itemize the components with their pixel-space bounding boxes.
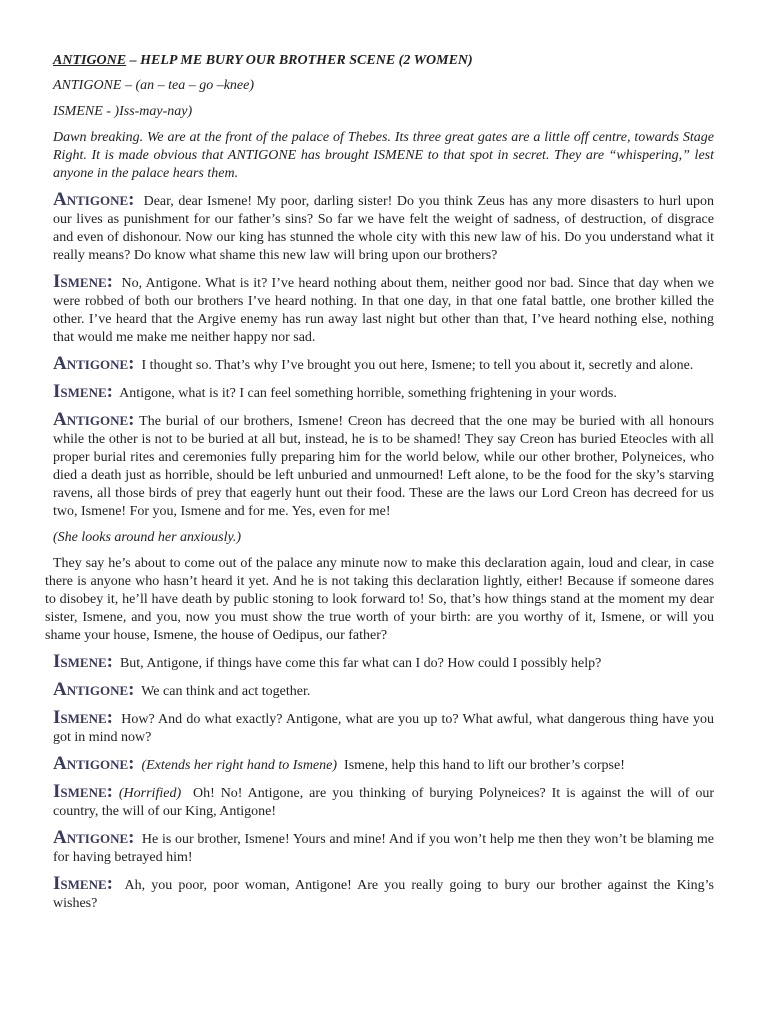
dialogue-line — [53, 355, 714, 375]
speaker-name: Antigone: — [53, 409, 135, 430]
continuation-speech: They say he’s about to come out of the palace any minute now to make this declaration again, loud and clear, in case there is anyone who hasn’t heard it yet. And he is not taking this declaration lightly, either! Because if someone dares to disobey it, he’ll have death by public stoning to look forward to! So, that’s how things stand at the moment my dear sister, Ismene, and you, now you must show the true worth of your birth: are you worthy of it, Ismene, or will you shame your house, Ismene, the house of Oedipus, our father? — [45, 556, 714, 643]
stage-direction: (Extends her right hand to Ismene) — [141, 758, 338, 773]
pronunciation-ismene: ISMENE - )Iss-may-nay) — [53, 104, 193, 119]
setting-direction: Dawn breaking. We are at the front of the palace of Thebes. Its three great gates are a little off centre, towards Stage Right. It is made obvious that ANTIGONE has brought ISMENE to that spot in secret. They are “whispering,” lest anyone in the palace hears them. — [53, 130, 714, 181]
speaker-name: Antigone: — [53, 827, 135, 848]
speaker-name: Ismene: — [53, 381, 113, 402]
line-text: How? And do what exactly? Antigone, what are you up to? What awful, what dangerous thing have you got in mind now? — [53, 712, 714, 745]
speaker-name: Ismene: — [53, 781, 113, 802]
dialogue-line — [53, 709, 714, 747]
line-text: Dear, dear Ismene! My poor, darling sister! Do you think Zeus has any more disasters to hurl upon our lives as punishment for our father’s sins? So far we have felt the weight of sadness, of destruction, of disgrace and even of dishonour. Now our king has stunned the whole city with this new law of his. Do you understand what it really means? Do know what shame this new law will bring upon our brothers? — [53, 194, 715, 263]
dialogue-line — [53, 273, 714, 347]
line-text: We can think and act together. — [141, 684, 311, 699]
speaker-name: Antigone: — [53, 353, 135, 374]
dialogue-line — [53, 411, 714, 521]
line-text: I thought so. That’s why I’ve brought you out here, Ismene; to tell you about it, secretly and alone. — [141, 358, 694, 373]
dialogue-line — [53, 875, 714, 913]
speaker-name: Antigone: — [53, 189, 135, 210]
dialogue-line — [53, 829, 714, 867]
stage-direction-anxious: (She looks around her anxiously.) — [53, 530, 242, 545]
scene-title-name: ANTIGONE — [53, 53, 127, 68]
speaker-name: Ismene: — [53, 707, 113, 728]
dialogue-line — [53, 383, 714, 403]
pronunciation-antigone: ANTIGONE – (an – tea – go –knee) — [53, 78, 255, 93]
line-text: Ismene, help this hand to lift our brother’s corpse! — [344, 758, 625, 773]
dialogue-line — [53, 681, 714, 701]
dialogue-line — [53, 755, 714, 775]
script-text — [45, 52, 715, 921]
speaker-name: Ismene: — [53, 271, 113, 292]
line-text: The burial of our brothers, Ismene! Creon has decreed that the one may be buried with all honours while the other is not to be buried at all but, instead, he is to be shamed! They say Creon has buried Eteocles with all proper burial rites and ceremonies fully preparing him for the world below, while our other brother, Polyneices, who died a death just as horrible, should be left unburied and unmourned! Left alone, to be the food for the sky’s starving ravens, all those birds of prey that eagerly hunt out their food. These are the laws our Lord Creon has decreed for us two, Ismene! For you, Ismene and for me. Yes, even for me! — [53, 414, 714, 519]
dialogue-line — [53, 653, 714, 673]
line-text: Antigone, what is it? I can feel something horrible, something frightening in your words. — [119, 386, 617, 401]
dialogue-line — [53, 191, 714, 265]
speaker-name: Antigone: — [53, 679, 135, 700]
line-text: Oh! No! Antigone, are you thinking of burying Polyneices? It is against the will of our country, the will of our King, Antigone! — [53, 786, 714, 819]
speaker-name: Ismene: — [53, 873, 113, 894]
line-text: No, Antigone. What is it? I’ve heard nothing about them, neither good nor bad. Since that day when we were robbed of both our brothers I’ve heard nothing. In that one day, in that one fatal battle, one brother killed the other. I’ve heard that the Argive enemy has run away last night but other than that, I’ve heard nothing else, nothing that would me make me neither happy nor sad. — [53, 276, 714, 345]
speaker-name: Antigone: — [53, 753, 135, 774]
stage-direction: (Horrified) — [118, 786, 182, 801]
speaker-name: Ismene: — [53, 651, 113, 672]
line-text: He is our brother, Ismene! Yours and mine! And if you won’t help me then they won’t be blaming me for having betrayed him! — [53, 832, 715, 865]
line-text: But, Antigone, if things have come this far what can I do? How could I possibly help? — [119, 656, 602, 671]
dialogue-line — [53, 783, 714, 821]
scene-title-rest: – HELP ME BURY OUR BROTHER SCENE (2 WOMEN) — [126, 53, 473, 68]
line-text: Ah, you poor, poor woman, Antigone! Are you really going to bury our brother against the King’s wishes? — [53, 878, 714, 911]
scene-title — [53, 52, 714, 70]
